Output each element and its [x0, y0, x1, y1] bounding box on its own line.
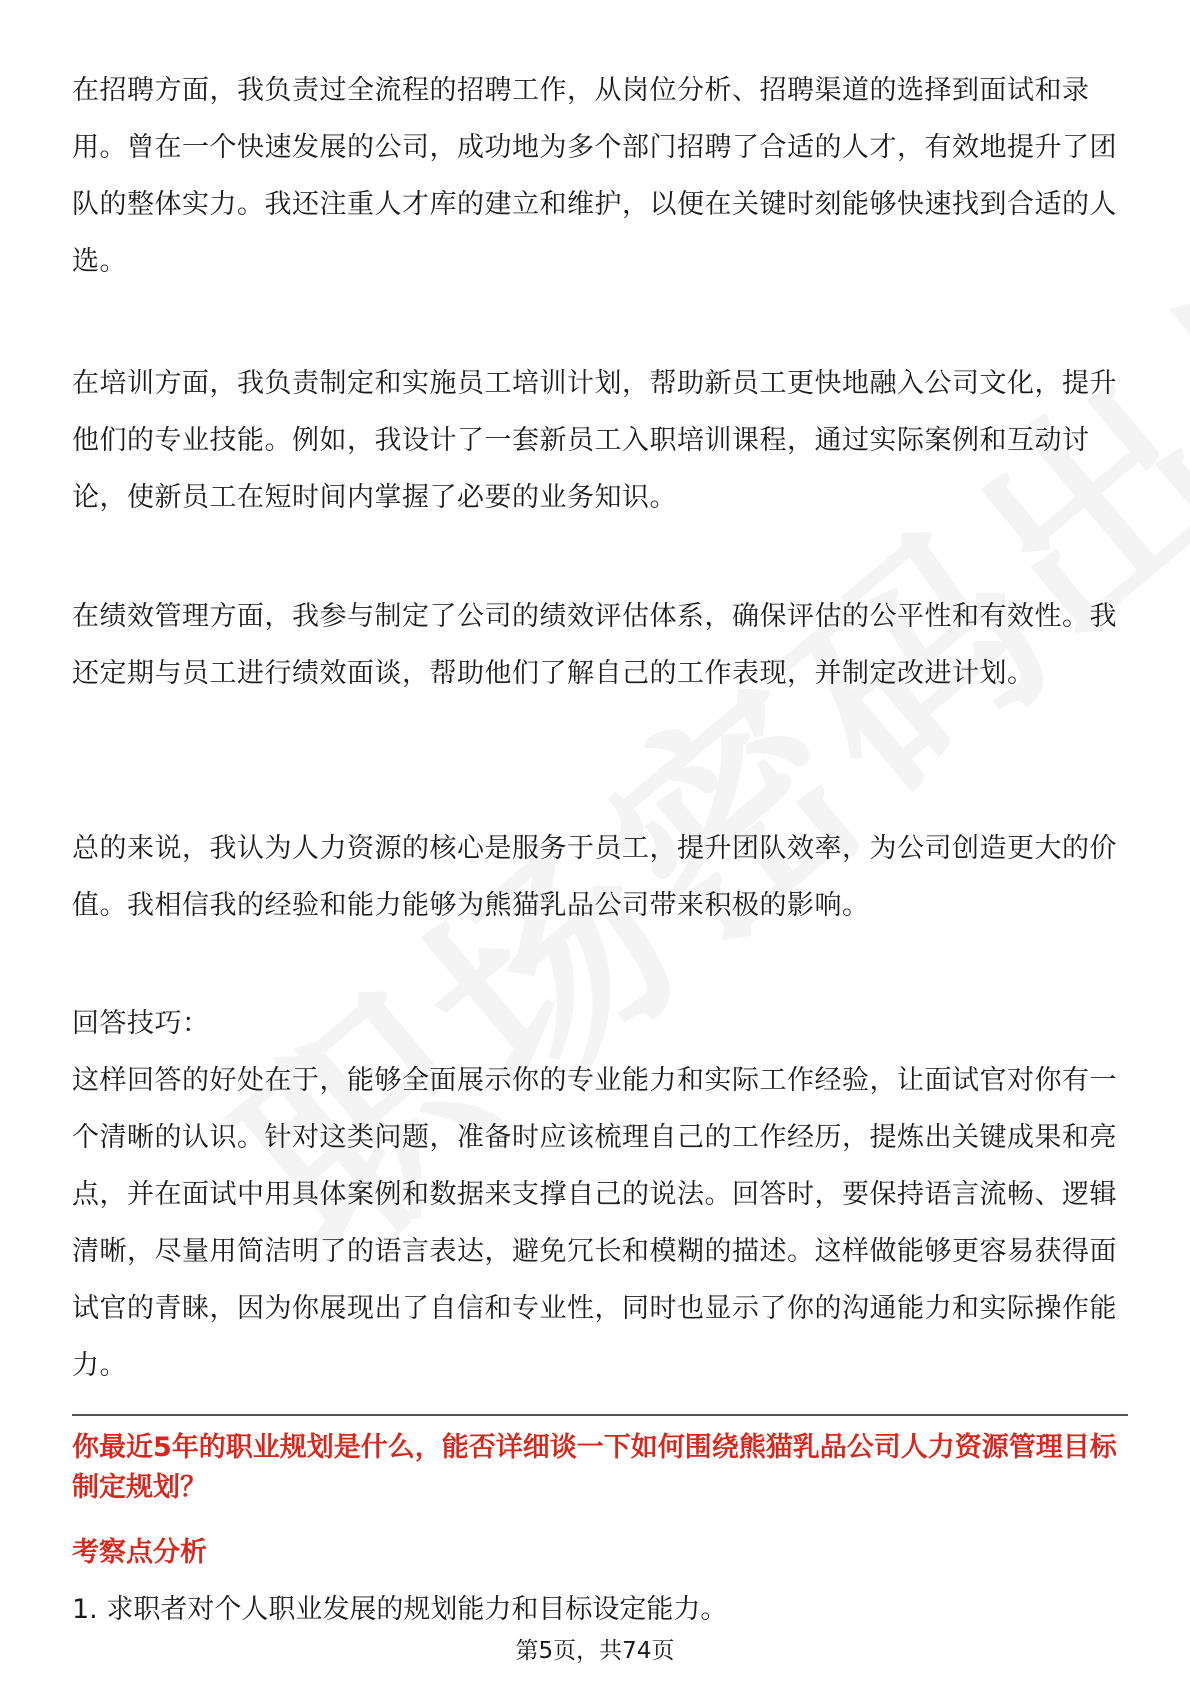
page-footer: 第5页，共74页 — [515, 1638, 675, 1664]
tips-body: 这样回答的好处在于，能够全面展示你的专业能力和实际工作经验，让面试官对你有一个清晰的认识。针对这类问题，准备时应该梳理自己的工作经历，提炼出关键成果和亮点，并在面试中用具体案例和数据来支撑自己的说法。回答时，要保持语言流畅、逻辑清晰，尽量用简洁明了的语言表达，避免冗长和模糊的描述。这样做能够更容易获得面试官的青睐，因为你展现出了自信和专业性，同时也显示了你的沟通能力和实际操作能力。 — [72, 1065, 1117, 1381]
tips-heading: 回答技巧： — [72, 1008, 210, 1039]
paragraph-training: 在培训方面，我负责制定和实施员工培训计划，帮助新员工更快地融入公司文化，提升他们的专业技能。例如，我设计了一套新员工入职培训课程，通过实际案例和互动讨论，使新员工在短时间内掌握了必要的业务知识。 — [72, 368, 1117, 513]
analysis-heading: 考察点分析 — [72, 1537, 207, 1568]
paragraph-performance: 在绩效管理方面，我参与制定了公司的绩效评估体系，确保评估的公平性和有效性。我还定期与员工进行绩效面谈，帮助他们了解自己的工作表现，并制定改进计划。 — [72, 601, 1117, 689]
interview-question: 你最近5年的职业规划是什么，能否详细谈一下如何围绕熊猫乳品公司人力资源管理目标制定规划？ — [72, 1432, 1117, 1503]
analysis-item: 1. 求职者对个人职业发展的规划能力和目标设定能力。 — [72, 1594, 728, 1625]
section-divider — [72, 1414, 1128, 1416]
paragraph-recruitment: 在招聘方面，我负责过全流程的招聘工作，从岗位分析、招聘渠道的选择到面试和录用。曾在一个快速发展的公司，成功地为多个部门招聘了合适的人才，有效地提升了团队的整体实力。我还注重人才库的建立和维护，以便在关键时刻能够快速找到合适的人选。 — [72, 75, 1117, 277]
paragraph-summary: 总的来说，我认为人力资源的核心是服务于员工，提升团队效率，为公司创造更大的价值。我相信我的经验和能力能够为熊猫乳品公司带来积极的影响。 — [72, 833, 1117, 921]
